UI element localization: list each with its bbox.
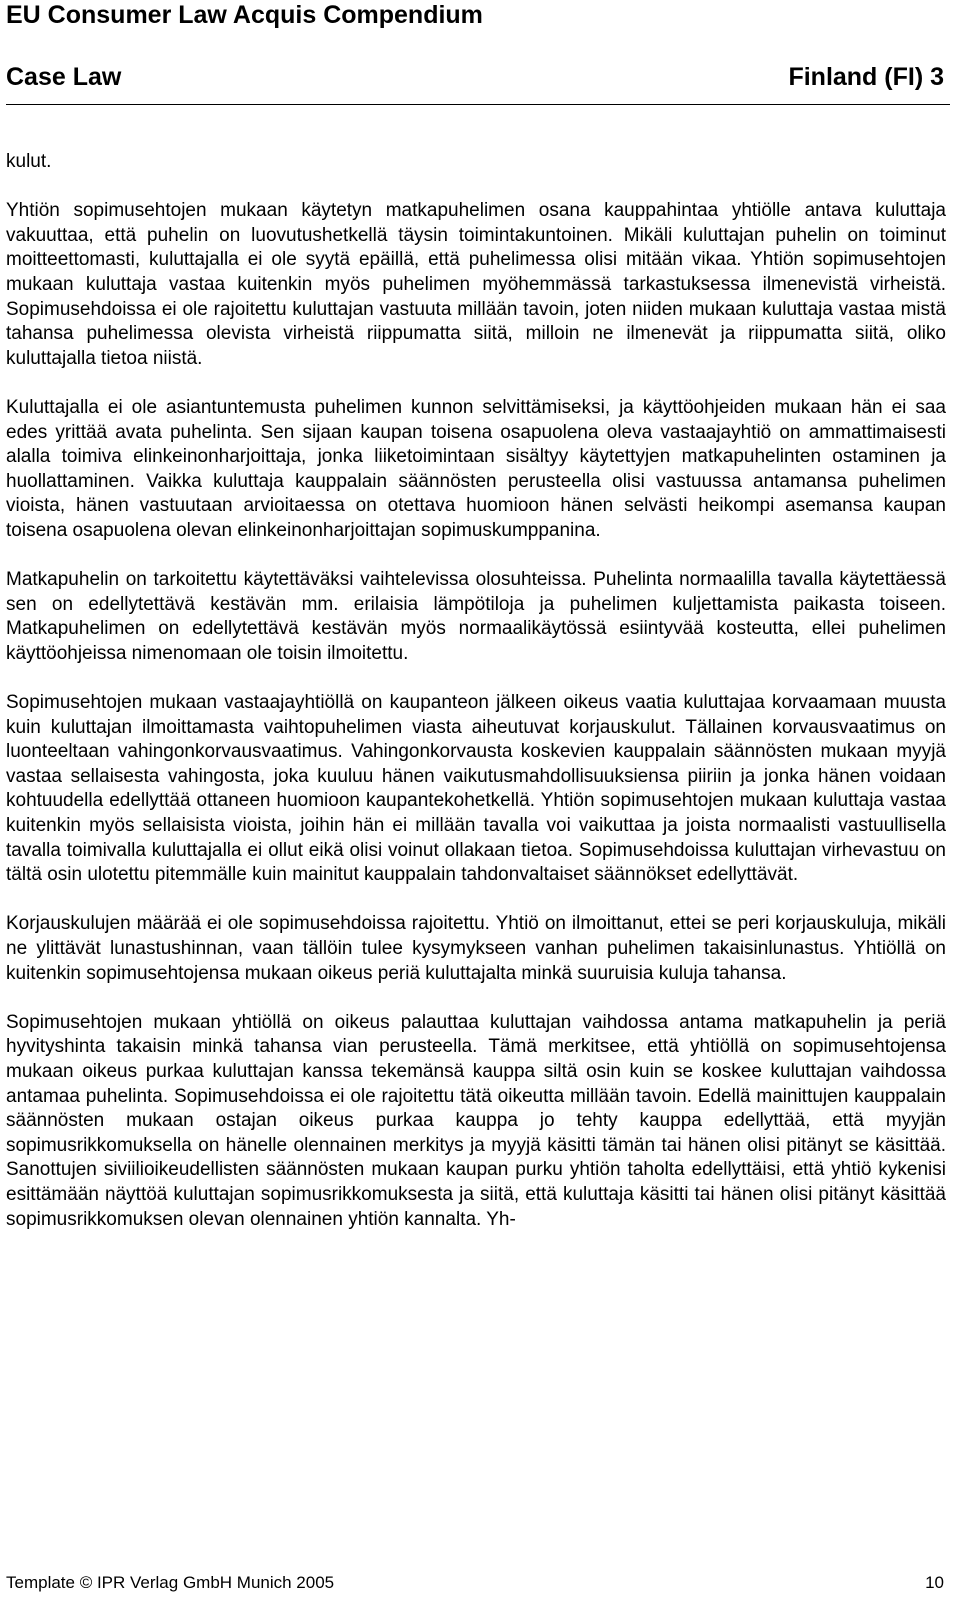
page-number: 10 (925, 1573, 944, 1592)
paragraph: Yhtiön sopimusehtojen mukaan käytetyn matkapuhelimen osana kauppahintaa yhtiölle antava kuluttaja vakuuttaa, että puhelin on luovutushetkellä täysin toimintakuntoinen. Mikäli kuluttajan puhelin on toiminut moitteettomasti, kuluttajalla ei ole syytä epäillä, että puhelimessa olisi mitään vikaa. Yhtiön sopimusehtojen mukaan kuluttaja vastaa kuitenkin myös puhelimen myöhemmässä tarkastuksessa ilmenevistä virheistä. Sopimusehdoissa ei ole rajoitettu kuluttajan vastuuta millään tavoin, joten niiden mukaan kuluttaja vastaa mistä tahansa puhelimessa olevista virheistä riippumatta siitä, milloin ne ilmenevät ja riippumatta siitä, oliko kuluttajalla tietoa niistä. (6, 200, 946, 369)
footer-template-note: Template © IPR Verlag GmbH Munich 2005 (6, 1573, 335, 1592)
country-page-label: Finland (FI) 3 (788, 63, 944, 91)
paragraph: Korjauskulujen määrää ei ole sopimusehdoissa rajoitettu. Yhtiö on ilmoittanut, ettei se peri korjauskuluja, mikäli ne ylittävät lunastushinnan, vaan tällöin tulee kysymykseen vanhan puhelimen takaisinlunastus. Yhtiöllä on kuitenkin sopimusehtojensa mukaan oikeus periä kuluttajalta minkä suuruisia kuluja tahansa. (6, 913, 946, 984)
paragraph: Sopimusehtojen mukaan yhtiöllä on oikeus palauttaa kuluttajan vaihdossa antama matkapuhelin ja periä hyvityshinta takaisin minkä tahansa vian perusteella. Tämä merkitsee, että yhtiöllä on sopimusehtojensa mukaan oikeus purkaa kuluttajan kanssa tekemänsä kauppa siltä osin kuin se koskee kuluttajan vaihdossa antamaa puhelinta. Sopimusehdoissa ei ole rajoitettu tätä oikeutta millään tavoin. Edellä mainittujen kauppalain säännösten mukaan ostajan oikeus purkaa kauppa jo tehty kauppa edellyttää, että myyjän sopimusrikkomuksella on hänelle olennainen merkitys ja myyjä käsitti tämän tai hänen olisi pitänyt se käsittää. Sanottujen siviilioikeudellisten säännösten mukaan kaupan purku yhtiön taholta edellyttäisi, että yhtiö kykenisi esittämään näyttöä kuluttajan sopimusrikkomuksesta ja siitä, että kuluttaja käsitti tai hänen olisi pitänyt käsittää sopimusrikkomuksen olevan olennainen yhtiön kannalta. Yh- (6, 1011, 946, 1230)
document-body (6, 150, 946, 1257)
header-divider (6, 104, 950, 105)
paragraph: Kuluttajalla ei ole asiantuntemusta puhelimen kunnon selvittämiseksi, ja käyttöohjeiden mukaan hän ei saa edes yrittää avata puhelinta. Sen sijaan kaupan toisena osapuolena oleva vastaajayhtiö on ammattimaisesti alalla toimiva elinkeinonharjoittaja, jonka liiketoimintaan sisältyy käytettyjen matkapuhelinten ostaminen ja huollattaminen. Vaikka kuluttaja kauppalain säännösten perusteella olisi vastuussa antamansa puhelimen vioista, hänen vastuutaan arvioitaessa on otettava huomioon hänen selvästi heikompi asemansa kaupan toisena osapuolena olevan elinkeinonharjoittajan sopimuskumppanina. (6, 396, 946, 541)
section-label: Case Law (6, 63, 122, 91)
paragraph: Matkapuhelin on tarkoitettu käytettäväksi vaihtelevissa olosuhteissa. Puhelinta normaalilla tavalla käytettäessä sen on edellytettävä kestävän mm. erilaisia lämpötiloja ja puhelimen kuljettamista paikasta toiseen. Matkapuhelimen on edellytettävä kestävän myös normaalikäytössä esiintyvää kosteutta, ellei puhelimen käyttöohjeissa nimenomaan ole toisin ilmoitettu. (6, 569, 946, 664)
paragraph: kulut. (6, 151, 52, 172)
document-title: EU Consumer Law Acquis Compendium (6, 1, 483, 29)
paragraph: Sopimusehtojen mukaan vastaajayhtiöllä on kaupanteon jälkeen oikeus vaatia kuluttajaa korvaamaan muusta kuin kuluttajan ilmoittamasta vaihtopuhelimen viasta aiheutuvat korjauskulut. Tällainen korvausvaatimus on luonteeltaan vahingonkorvausvaatimus. Vahingonkorvausta koskevien kauppalain säännösten mukaan myyjä vastaa sellaisesta vahingosta, joka kuuluu hänen vaikutusmahdollisuuksiensa piiriin ja jonka hänen voidaan kohtuudella edellyttää ottaneen huomioon kaupantekohetkellä. Yhtiön sopimusehtojen mukaan kuluttaja vastaa kuitenkin myös sellaisista vioista, joihin hän ei millään tavalla voi vaikuttaa ja joista normaalisti vastuullisella tavalla toimivalla kuluttajalla ei ollut eikä olisi voinut ollakaan tietoa. Sopimusehdoissa kuluttajan virhevastuu on tältä osin ulotettu pitemmälle kuin mainitut kauppalain tahdonvaltaiset säännökset edellyttävät. (6, 692, 946, 886)
page-footer (6, 1572, 944, 1594)
section-header (6, 62, 944, 92)
